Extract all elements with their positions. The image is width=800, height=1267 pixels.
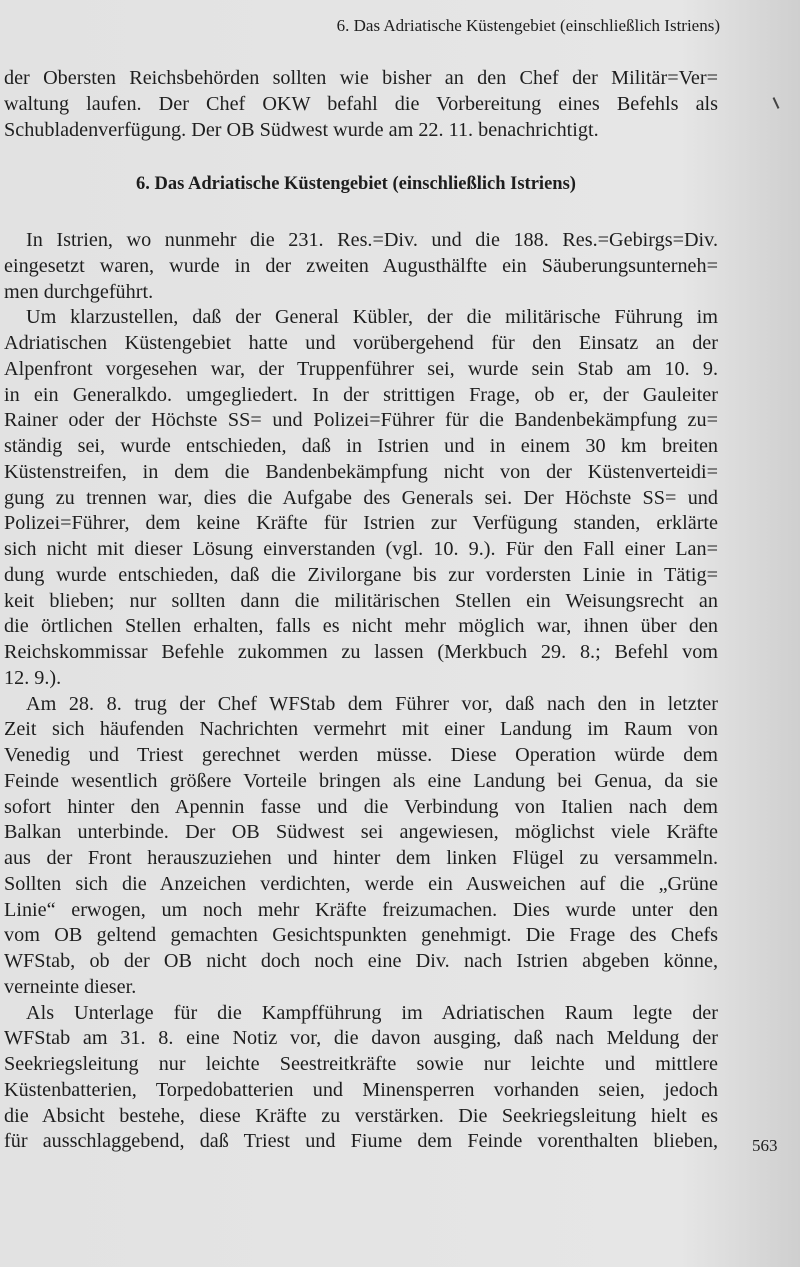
- text-line: Rainer oder der Höchste SS= und Polizei=Führer für die Bandenbekämpfung zu=: [4, 409, 718, 432]
- text-line: Küstenstreifen, in dem die Bandenbekämpfung nicht von der Küstenverteidi=: [4, 460, 718, 483]
- text-line: dung wurde entschieden, daß die Zivilorgane bis zur vordersten Linie in Tätig=: [4, 563, 718, 586]
- text-line: eingesetzt waren, wurde in der zweiten Augusthälfte ein Säuberungsunterneh=: [4, 254, 718, 277]
- text-line: sofort hinter den Apennin fasse und die Verbindung von Italien nach dem: [4, 795, 718, 818]
- text-line: In Istrien, wo nunmehr die 231. Res.=Div. und die 188. Res.=Gebirgs=Div.: [26, 229, 718, 251]
- text-line: Küstenbatterien, Torpedobatterien und Minensperren vorhanden seien, jedoch: [4, 1078, 718, 1101]
- text-line: Um klarzustellen, daß der General Kübler, der die militärische Führung im: [26, 306, 718, 329]
- text-line: die örtlichen Stellen erhalten, falls es nicht mehr möglich war, ihnen über den: [4, 615, 718, 638]
- text-line: Polizei=Führer, dem keine Kräfte für Istrien zur Verfügung standen, erklärte: [4, 512, 718, 535]
- text-line: keit blieben; nur sollten dann die militärischen Stellen ein Weisungsrecht an: [4, 589, 718, 612]
- text-line: Als Unterlage für die Kampfführung im Adriatischen Raum legte der: [26, 1001, 718, 1024]
- text-line: sich nicht mit dieser Lösung einverstanden (vgl. 10. 9.). Für den Fall einer Lan=: [4, 538, 718, 560]
- text-line: Reichskommissar Befehle zukommen zu lassen (Merkbuch 29. 8.; Befehl vom: [4, 641, 718, 663]
- running-head: 6. Das Adriatische Küstengebiet (einschließlich Istriens): [336, 16, 720, 35]
- text-line: gung zu trennen war, dies die Aufgabe des Generals sei. Der Höchste SS= und: [4, 486, 718, 509]
- text-line: waltung laufen. Der Chef OKW befahl die Vorbereitung eines Befehls als: [4, 92, 718, 115]
- text-line: ständig sei, wurde entschieden, daß in Istrien und in einem 30 km breiten: [4, 435, 718, 457]
- paragraph: [4, 66, 718, 143]
- text-line: Zeit sich häufenden Nachrichten vermehrt mit einer Landung im Raum von: [4, 718, 718, 741]
- paragraph: [4, 228, 718, 305]
- text-line: Adriatischen Küstengebiet hatte und vorübergehend für den Einsatz an der: [4, 332, 718, 354]
- text-line: vom OB geltend gemachten Gesichtspunkten genehmigt. Die Frage des Chefs: [4, 924, 718, 947]
- text-line: 12. 9.).: [4, 666, 62, 689]
- paragraph: [4, 692, 718, 1001]
- text-line: für ausschlaggebend, daß Triest und Fiume dem Feinde vorenthalten blieben,: [4, 1130, 718, 1153]
- section-heading: 6. Das Adriatische Küstengebiet (einschließlich Istriens): [136, 174, 576, 195]
- text-line: verneinte dieser.: [4, 975, 137, 998]
- text-line: Linie“ erwogen, um noch mehr Kräfte freizumachen. Dies wurde unter den: [4, 898, 718, 921]
- text-line: Balkan unterbinde. Der OB Südwest sei angewiesen, möglichst viele Kräfte: [4, 821, 718, 844]
- text-line: Sollten sich die Anzeichen verdichten, werde ein Ausweichen auf die „Grüne: [4, 872, 718, 895]
- text-line: Schubladenverfügung. Der OB Südwest wurde am 22. 11. benachrichtigt.: [4, 118, 599, 141]
- text-line: aus der Front herauszuziehen und hinter dem linken Flügel zu versammeln.: [4, 847, 718, 869]
- paragraph: [4, 305, 718, 691]
- text-line: der Obersten Reichsbehörden sollten wie bisher an den Chef der Militär=Ver=: [4, 67, 718, 89]
- paragraph: [4, 1001, 718, 1156]
- text-line: Seekriegsleitung nur leichte Seestreitkräfte sowie nur leichte und mittlere: [4, 1053, 718, 1075]
- page-body: [4, 66, 718, 1155]
- text-line: in ein Generalkdo. umgegliedert. In der strittigen Frage, ob er, der Gauleiter: [4, 383, 718, 406]
- text-line: Venedig und Triest gerechnet werden müsse. Diese Operation würde dem: [4, 744, 718, 766]
- text-line: die Absicht bestehe, diese Kräfte zu verstärken. Die Seekriegsleitung hielt es: [4, 1104, 718, 1127]
- text-line: WFStab, ob der OB nicht doch noch eine Div. nach Istrien abgeben könne,: [4, 950, 718, 972]
- text-line: Alpenfront vorgesehen war, der Truppenführer sei, wurde sein Stab am 10. 9.: [4, 357, 718, 380]
- page-number: 563: [752, 1136, 778, 1155]
- text-line: Feinde wesentlich größere Vorteile bringen als eine Landung bei Genua, da sie: [4, 769, 718, 792]
- text-line: Am 28. 8. trug der Chef WFStab dem Führer vor, daß nach den in letzter: [26, 692, 718, 715]
- text-line: men durchgeführt.: [4, 280, 154, 303]
- pencil-mark: [773, 97, 780, 109]
- text-line: WFStab am 31. 8. eine Notiz vor, die davon ausging, daß nach Meldung der: [4, 1027, 718, 1050]
